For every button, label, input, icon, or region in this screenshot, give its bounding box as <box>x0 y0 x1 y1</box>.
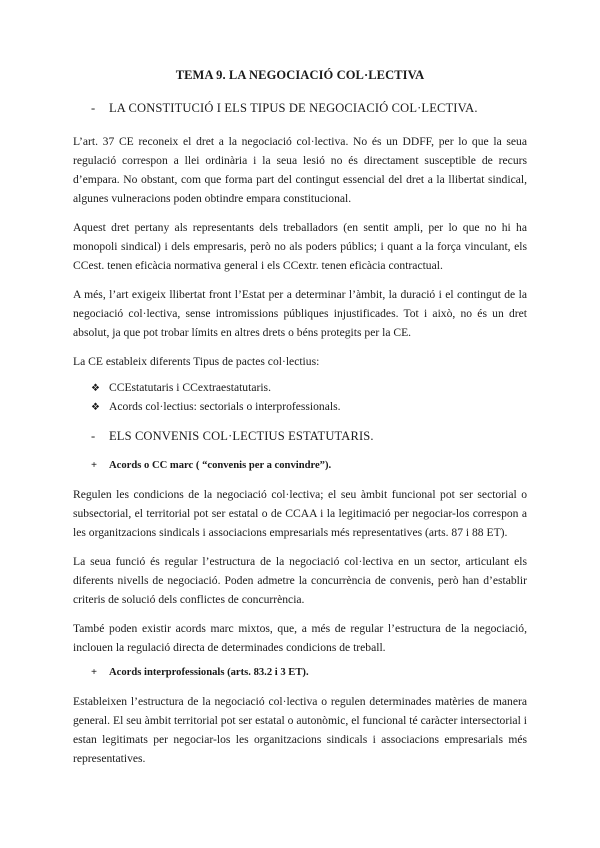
dash-marker: - <box>91 429 96 443</box>
paragraph: Aquest dret pertany als representants dels treballadors (en sentit ampli, per lo que no hi ha monopoli sindical) i dels empresaris, però no als poders públics; i quant a la força vinculant, els CCest. tenen eficàcia normativa general i els CCextr. tenen eficàcia contractual. <box>73 221 527 272</box>
section-heading-text: ELS CONVENIS COL·LECTIUS ESTATUTARIS. <box>109 429 374 443</box>
pact-types-list <box>73 379 527 417</box>
diamond-bullet-icon: ❖ <box>91 383 100 394</box>
section-heading-constitution <box>73 101 527 116</box>
document-title: TEMA 9. LA NEGOCIACIÓ COL·LECTIVA <box>175 68 425 82</box>
subheading-framework-agreements <box>73 460 527 471</box>
paragraph: L’art. 37 CE reconeix el dret a la negociació col·lectiva. No és un DDFF, per lo que la seua regulació correspon a llei ordinària i la seua lesió no és directament susceptible de recurs d’empara. No obstant, com que forma part del contingut essencial del dret a la llibertat sindical, algunes vulneracions poden obtindre empara constitucional. <box>73 135 527 205</box>
diamond-bullet-icon: ❖ <box>91 402 100 413</box>
list-item <box>73 398 527 417</box>
paragraph: Estableixen l’estructura de la negociació col·lectiva o regulen determinades matèries de manera general. El seu àmbit territorial pot ser estatal o autonòmic, el funcional té caràcter intersectorial i estan legitimats per negociar-los les organitzacions sindicals i associacions empresarials més representatives. <box>73 695 527 765</box>
paragraph: La seua funció és regular l’estructura de la negociació col·lectiva en un sector, articulant els diferents nivells de negociació. Poden admetre la concurrència de convenis, però han d’establir criteris de solució dels conflictes de concurrència. <box>73 555 527 606</box>
list-item-text: Acords col·lectius: sectorials o interprofessionals. <box>109 400 341 413</box>
section-heading-statutory-agreements <box>73 429 527 444</box>
subheading-interprofessional-agreements <box>73 667 527 678</box>
plus-icon: + <box>91 460 98 471</box>
paragraph: També poden existir acords marc mixtos, que, a més de regular l’estructura de la negociació, inclouen la regulació directa de determinades condicions de treball. <box>73 622 527 654</box>
paragraph: Regulen les condicions de la negociació col·lectiva; el seu àmbit funcional pot ser sectorial o subsectorial, el territorial pot ser estatal o de CCAA i la legitimació per negociar-los correspon a les organitzacions sindicals i associacions empresarials més representatives (arts. 87 i 88 ET). <box>73 488 527 539</box>
document-page <box>73 68 527 778</box>
plus-icon: + <box>91 667 98 678</box>
section-heading-text: LA CONSTITUCIÓ I ELS TIPUS DE NEGOCIACIÓ COL·LECTIVA. <box>109 101 478 115</box>
paragraph: A més, l’art exigeix llibertat front l’Estat per a determinar l’àmbit, la duració i el contingut de la negociació col·lectiva, sense intromissions públiques injustificades. Tot i això, no és un dret absolut, ja que pot trobar límits en altres drets o béns protegits per la CE. <box>73 288 527 339</box>
list-item <box>73 379 527 398</box>
list-item-text: CCEstatutaris i CCextraestatutaris. <box>109 381 271 394</box>
subheading-text: Acords interprofessionals (arts. 83.2 i 3 ET). <box>109 667 309 678</box>
paragraph: La CE estableix diferents Tipus de pactes col·lectius: <box>73 355 320 368</box>
subheading-text: Acords o CC marc ( “convenis per a convindre”). <box>109 460 332 471</box>
dash-marker: - <box>91 101 96 115</box>
